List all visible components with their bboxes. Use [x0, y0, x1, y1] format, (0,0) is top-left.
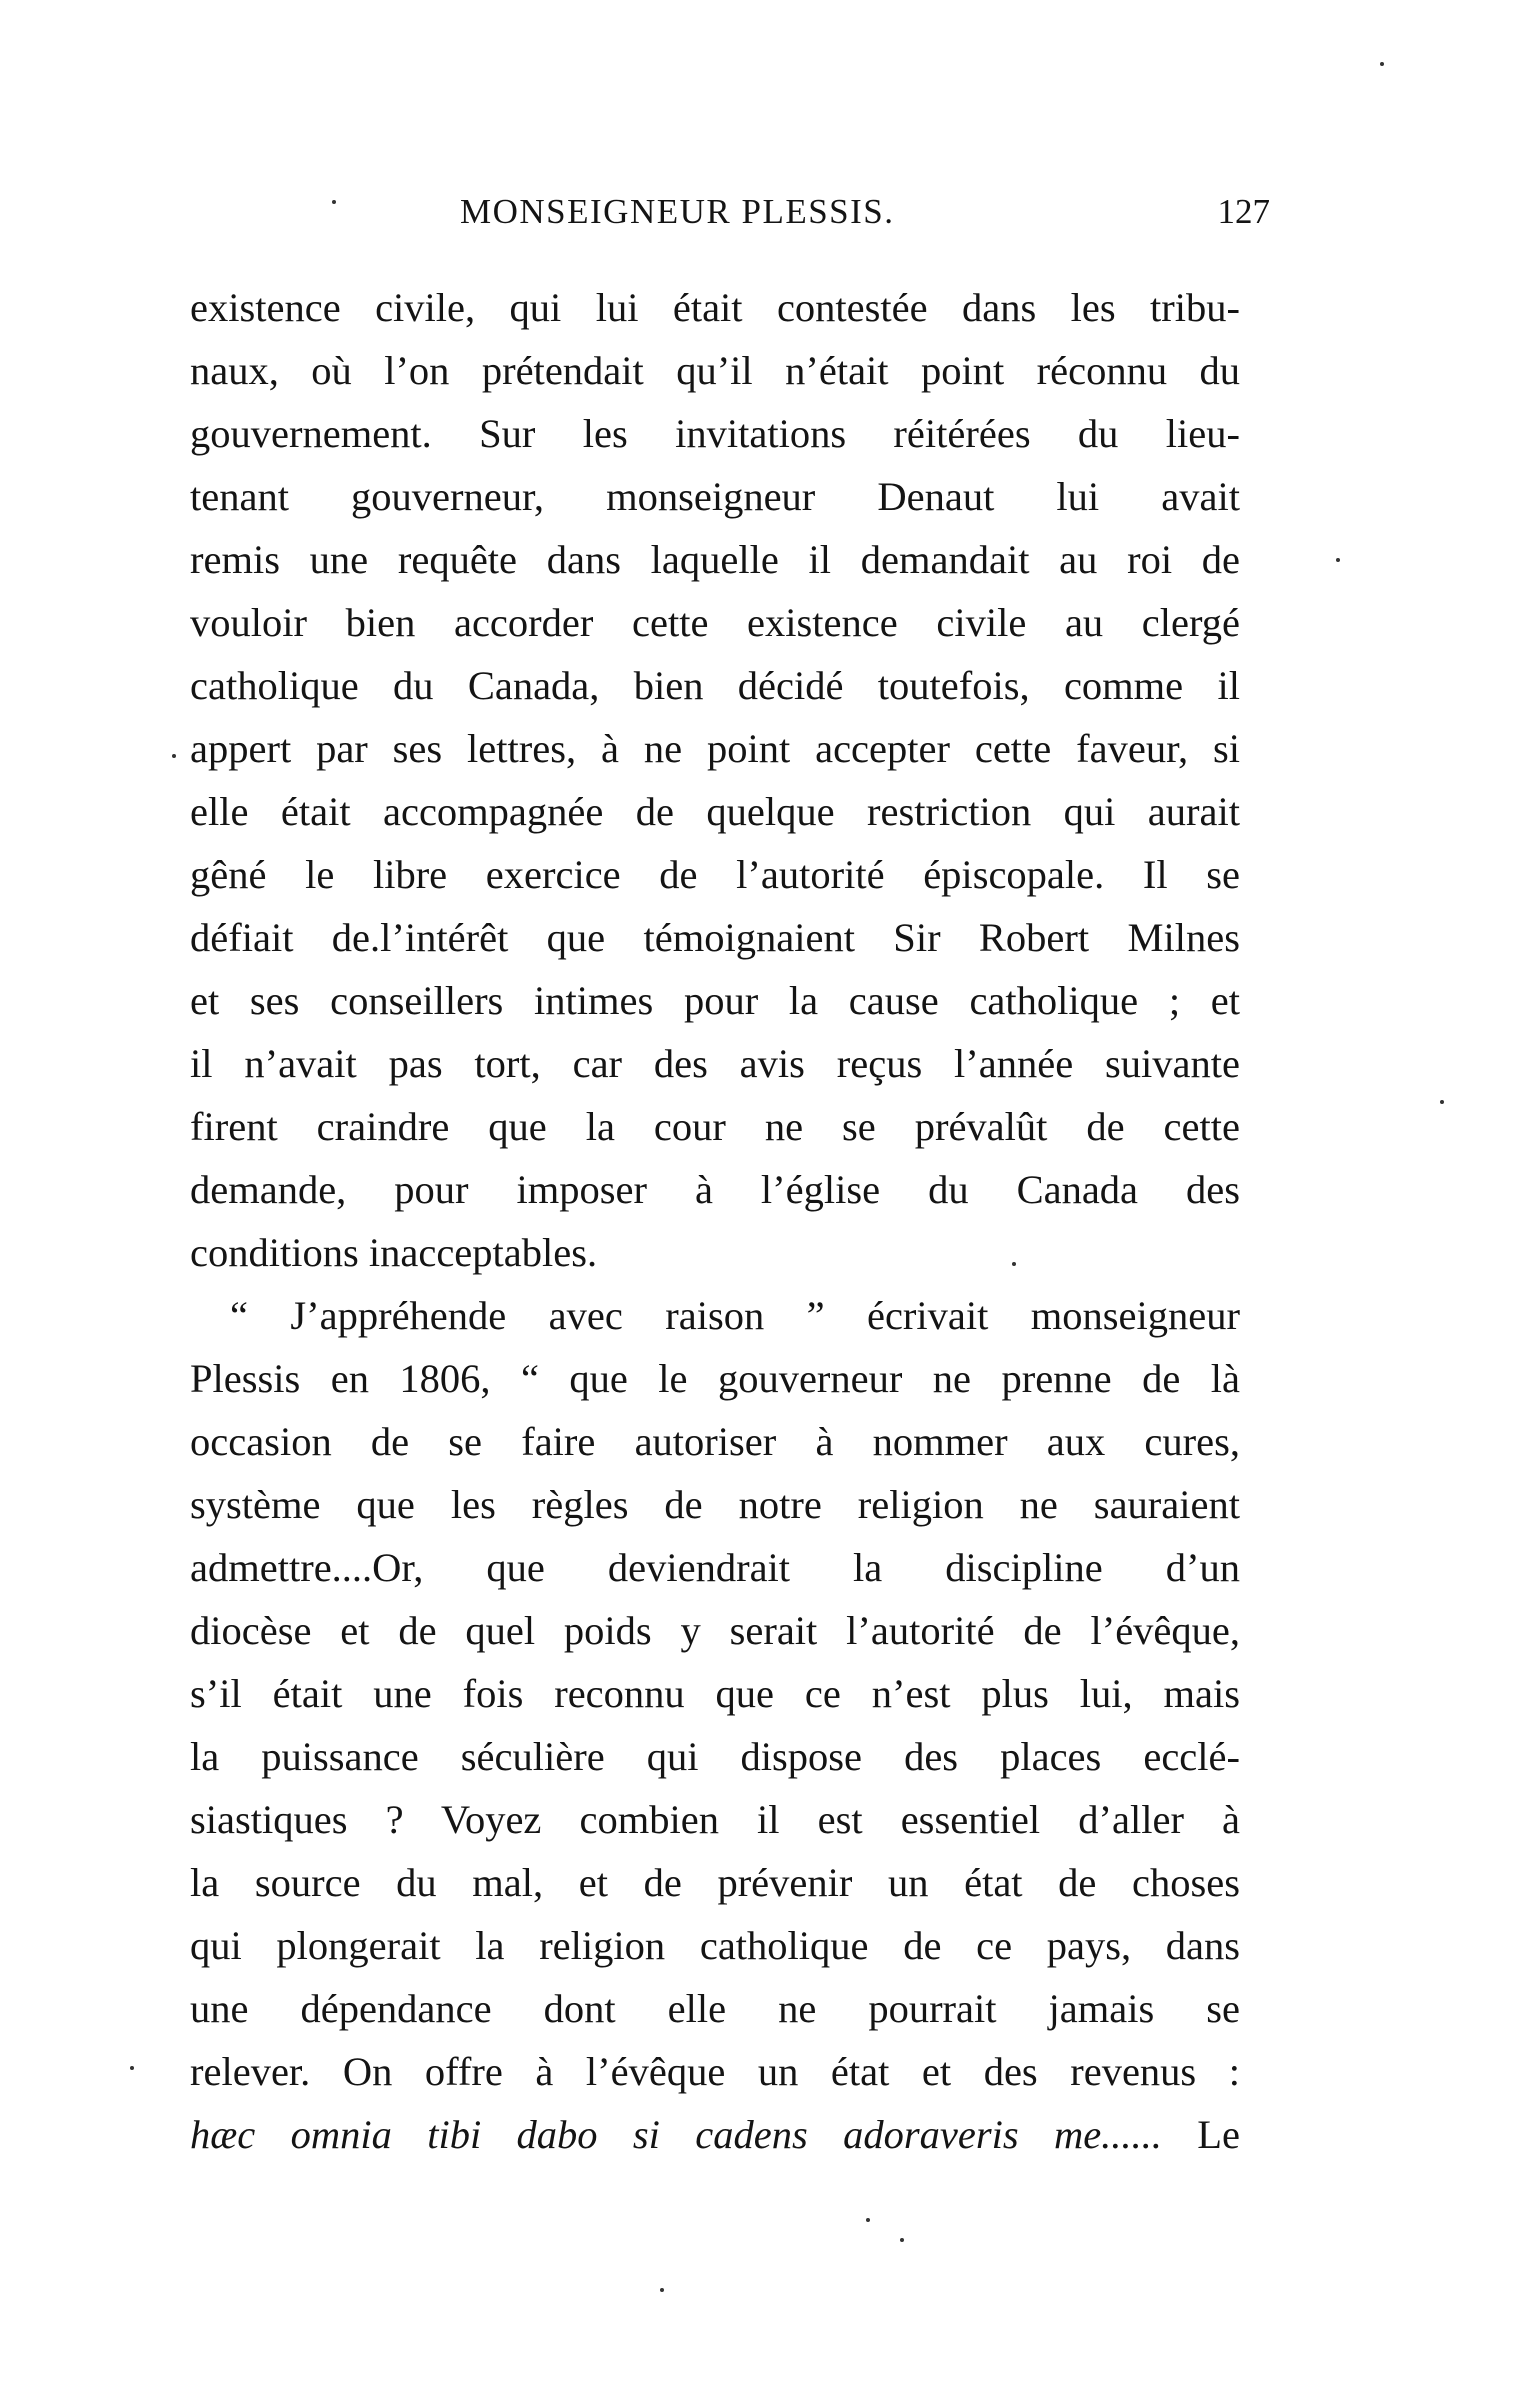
text-line: siastiques ? Voyez combien il est essentiel d’aller à — [190, 1797, 1240, 1842]
text-line: défiait de.l’intérêt que témoignaient Sir Robert Milnes — [190, 915, 1240, 960]
running-head — [190, 192, 1270, 242]
catchword: Le — [1161, 2112, 1240, 2157]
text-line: catholique du Canada, bien décidé toutefois, comme il — [190, 663, 1240, 708]
scan-speck — [332, 200, 336, 204]
scan-speck — [866, 2218, 870, 2222]
running-title: MONSEIGNEUR PLESSIS. — [460, 192, 895, 231]
body-text — [190, 276, 1240, 2166]
text-line: “ J’appréhende avec raison ” écrivait monseigneur — [230, 1293, 1240, 1338]
scan-speck — [660, 2288, 664, 2292]
latin-quotation: hæc omnia tibi dabo si cadens adoraveris me...... — [190, 2112, 1162, 2157]
scan-speck — [1440, 1100, 1444, 1104]
text-line: Plessis en 1806, “ que le gouverneur ne prenne de là — [190, 1356, 1240, 1401]
text-line: occasion de se faire autoriser à nommer aux cures, — [190, 1419, 1240, 1464]
scan-speck — [1012, 1262, 1016, 1266]
page-number: 127 — [1217, 192, 1270, 231]
scan-speck — [1336, 558, 1340, 562]
text-line: il n’avait pas tort, car des avis reçus l’année suivante — [190, 1041, 1240, 1086]
scan-speck — [172, 754, 176, 758]
scan-speck — [130, 2066, 134, 2070]
text-line: vouloir bien accorder cette existence civile au clergé — [190, 600, 1240, 645]
text-line: naux, où l’on prétendait qu’il n’était point réconnu du — [190, 348, 1240, 393]
text-line: remis une requête dans laquelle il demandait au roi de — [190, 537, 1240, 582]
text-line: conditions inacceptables. — [190, 1230, 598, 1275]
text-line: gouvernement. Sur les invitations réitérées du lieu- — [190, 411, 1240, 456]
text-line: et ses conseillers intimes pour la cause catholique ; et — [190, 978, 1240, 1023]
text-line: gêné le libre exercice de l’autorité épiscopale. Il se — [190, 852, 1240, 897]
text-line: la puissance séculière qui dispose des places ecclé- — [190, 1734, 1240, 1779]
scan-speck — [900, 2238, 904, 2242]
text-line: relever. On offre à l’évêque un état et des revenus : — [190, 2049, 1240, 2094]
text-line: demande, pour imposer à l’église du Canada des — [190, 1167, 1240, 1212]
text-line: existence civile, qui lui était contestée dans les tribu- — [190, 285, 1240, 330]
text-line: admettre....Or, que deviendrait la discipline d’un — [190, 1545, 1240, 1590]
text-line: diocèse et de quel poids y serait l’autorité de l’évêque, — [190, 1608, 1240, 1653]
text-line: la source du mal, et de prévenir un état de choses — [190, 1860, 1240, 1905]
scan-speck — [1380, 62, 1384, 66]
text-line: système que les règles de notre religion ne sauraient — [190, 1482, 1240, 1527]
text-line: une dépendance dont elle ne pourrait jamais se — [190, 1986, 1240, 2031]
text-line: tenant gouverneur, monseigneur Denaut lui avait — [190, 474, 1240, 519]
text-line: elle était accompagnée de quelque restriction qui aurait — [190, 789, 1240, 834]
text-line: qui plongerait la religion catholique de ce pays, dans — [190, 1923, 1240, 1968]
text-line: s’il était une fois reconnu que ce n’est plus lui, mais — [190, 1671, 1240, 1716]
text-line: firent craindre que la cour ne se prévalût de cette — [190, 1104, 1240, 1149]
text-line-final — [190, 2103, 1240, 2166]
text-line: appert par ses lettres, à ne point accepter cette faveur, si — [190, 726, 1240, 771]
